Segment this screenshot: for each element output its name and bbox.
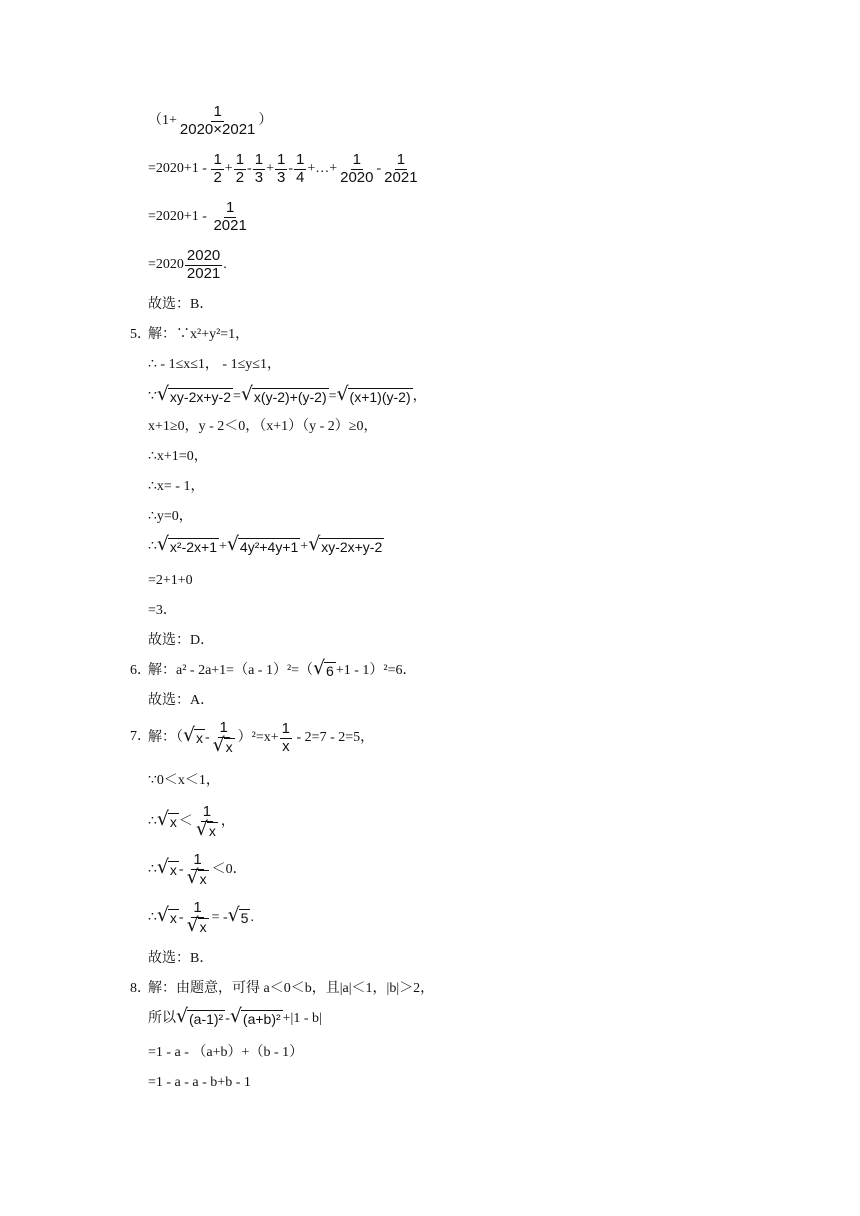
radicand: x bbox=[225, 738, 233, 755]
text: 所以 bbox=[148, 1011, 176, 1027]
radicand: 5 bbox=[240, 910, 249, 926]
sqrt bbox=[157, 909, 179, 927]
denominator: 4 bbox=[295, 168, 305, 186]
denominator: 2021 bbox=[186, 264, 221, 282]
sqrt bbox=[308, 538, 384, 556]
sqrt bbox=[196, 822, 218, 841]
sqrt bbox=[157, 861, 179, 879]
fraction bbox=[211, 152, 223, 186]
denominator bbox=[194, 822, 220, 841]
text: 解：（ bbox=[148, 730, 183, 746]
radicand: 6 bbox=[326, 663, 334, 679]
solution-line: 所以√ (a-1)² -√ (a+b)² +|1 - b| bbox=[148, 1010, 322, 1028]
fraction bbox=[185, 852, 211, 888]
radicand: x bbox=[169, 862, 177, 878]
radicand: x²-2x+1 bbox=[169, 539, 217, 555]
solution-line: ∴ - 1≤x≤1， - 1≤y≤1， bbox=[148, 357, 281, 372]
solution-line: ∴√ x - 1 √ x = -√ 5 . bbox=[148, 900, 254, 936]
question-number: 5． bbox=[130, 327, 151, 342]
radicand: xy-2x+y-2 bbox=[169, 389, 231, 405]
sqrt bbox=[157, 538, 219, 556]
sqrt bbox=[187, 918, 209, 937]
sqrt bbox=[230, 1010, 283, 1028]
denominator: 2021 bbox=[384, 168, 418, 186]
numerator: 1 bbox=[254, 151, 264, 168]
denominator bbox=[211, 738, 237, 757]
comma: ， bbox=[220, 814, 235, 830]
numerator: 1 bbox=[396, 151, 406, 168]
numerator: 1 bbox=[352, 151, 361, 168]
text: - 2=7 - 2=5， bbox=[293, 730, 375, 746]
sqrt bbox=[157, 388, 233, 406]
expr-line-1 bbox=[148, 104, 272, 138]
fraction bbox=[185, 248, 222, 282]
radicand: x bbox=[169, 814, 177, 830]
sqrt bbox=[157, 813, 179, 831]
fraction bbox=[211, 200, 248, 234]
radicand: (a+b)² bbox=[242, 1011, 281, 1027]
question-number: 8． bbox=[130, 981, 151, 996]
answer-choice: 故选：A． bbox=[148, 693, 215, 708]
answer-choice: 故选：D． bbox=[148, 633, 215, 648]
solution-line: 解：∵x²+y²=1， bbox=[148, 327, 250, 342]
denominator: 3 bbox=[276, 168, 286, 186]
solution-line: ∵0＜x＜1， bbox=[148, 773, 220, 788]
question-number: 6． bbox=[130, 663, 151, 678]
numerator: 1 bbox=[193, 851, 202, 868]
because-symbol: ∵ bbox=[148, 389, 157, 405]
numerator: 1 bbox=[193, 899, 202, 916]
solution-line: ∴x= - 1， bbox=[148, 479, 205, 494]
solution-line: =1 - a - a - b+b - 1 bbox=[148, 1075, 251, 1090]
radicand: (a-1)² bbox=[189, 1011, 224, 1027]
fraction bbox=[185, 900, 211, 936]
therefore-symbol: ∴ bbox=[148, 539, 157, 555]
solution-line: =3． bbox=[148, 603, 177, 618]
numerator: 1 bbox=[225, 199, 235, 216]
denominator bbox=[185, 870, 211, 889]
denominator: 2 bbox=[213, 168, 222, 186]
numerator: 1 bbox=[235, 151, 245, 168]
solution-line: 解：由题意，可得 a＜0＜b，且|a|＜1，|b|＞2， bbox=[148, 981, 435, 996]
sqrt bbox=[176, 1010, 225, 1028]
period: . bbox=[223, 257, 227, 273]
solution-line: ∴√ x²-2x+1 +√ 4y²+4y+1 +√ xy-2x+y-2 bbox=[148, 538, 384, 556]
paren-close: ） bbox=[258, 113, 273, 129]
numerator: 1 bbox=[202, 803, 212, 820]
fraction bbox=[275, 152, 287, 186]
solution-line: x+1≥0，y - 2＜0，（x+1）（y - 2）≥0， bbox=[148, 419, 378, 434]
numerator: 1 bbox=[281, 720, 291, 737]
text: +|1 - b| bbox=[282, 1011, 322, 1027]
solution-line bbox=[148, 662, 417, 680]
fraction bbox=[178, 104, 258, 138]
sqrt bbox=[183, 729, 205, 747]
solution-line: ∴x+1=0， bbox=[148, 449, 208, 464]
fraction bbox=[194, 804, 220, 840]
denominator: 2020 bbox=[340, 168, 374, 186]
therefore-symbol: ∴ bbox=[148, 814, 157, 830]
text: =2020 bbox=[148, 257, 184, 273]
text: ＜0． bbox=[211, 862, 247, 878]
text: =2020+1 - bbox=[148, 161, 207, 177]
denominator: 2 bbox=[235, 168, 245, 186]
numerator: 1 bbox=[276, 151, 286, 168]
sqrt bbox=[337, 388, 413, 406]
solution-line: ∴√ x ＜ 1 √ x ， bbox=[148, 804, 235, 840]
radicand: x(y-2)+(y-2) bbox=[253, 389, 327, 405]
text: ）²=x+ bbox=[237, 730, 279, 746]
fraction bbox=[234, 152, 246, 186]
sqrt bbox=[313, 662, 336, 680]
solution-line: =2+1+0 bbox=[148, 573, 193, 588]
numerator: 1 bbox=[213, 103, 222, 120]
radicand: x bbox=[208, 822, 216, 839]
text: =2020+1 - bbox=[148, 209, 207, 225]
radicand: 4y²+4y+1 bbox=[239, 539, 299, 555]
paren-open: （1+ bbox=[148, 113, 177, 129]
numerator: 1 bbox=[213, 151, 222, 168]
answer-choice: 故选：B． bbox=[148, 951, 214, 966]
fraction bbox=[211, 720, 237, 756]
numerator: 2020 bbox=[186, 247, 221, 264]
ellipsis: +…+ bbox=[307, 161, 338, 177]
numerator: 1 bbox=[219, 719, 228, 736]
sqrt bbox=[228, 909, 251, 927]
therefore-symbol: ∴ bbox=[148, 862, 157, 878]
answer-choice: 故选：B． bbox=[148, 297, 214, 312]
solution-line: ∵√ xy-2x+y-2 =√ x(y-2)+(y-2) =√ (x+1)(y-2) ， bbox=[148, 388, 427, 406]
fraction bbox=[382, 152, 419, 186]
radicand: x bbox=[199, 870, 207, 887]
radicand: xy-2x+y-2 bbox=[321, 539, 383, 555]
fraction bbox=[338, 152, 375, 186]
fraction bbox=[280, 721, 292, 755]
denominator: 3 bbox=[254, 168, 264, 186]
text: = - bbox=[211, 910, 228, 926]
expr-line-2: =2020+1 - $\frac{1}{2}$ + $\frac{1}{2}$ - $\frac{1}{3}$ + $\frac{1}{3}$ - $\frac{1}{4}$ +…+ $\frac{1}{2020}$ - $\frac{1}{2021}$ bbox=[148, 151, 418, 186]
sqrt bbox=[187, 870, 209, 889]
expr-line-3 bbox=[148, 200, 250, 234]
sqrt bbox=[241, 388, 329, 406]
radicand: x bbox=[199, 918, 207, 935]
solution-line: =1 - a - （a+b）+（b - 1） bbox=[148, 1045, 304, 1060]
fraction bbox=[253, 152, 265, 186]
numerator: 1 bbox=[295, 151, 305, 168]
solution-line: 解：（√ x - 1 √ x ）²=x+ $\frac{1}{x}$ - 2=7 - 2=5， bbox=[148, 720, 374, 756]
expr-line-4 bbox=[148, 248, 227, 282]
denominator: x bbox=[282, 737, 290, 755]
sqrt bbox=[227, 538, 300, 556]
radicand: x bbox=[169, 910, 177, 926]
question-number: 7． bbox=[130, 729, 151, 744]
text: 解：a² - 2a+1=（a - 1）²=（ bbox=[148, 663, 314, 679]
solution-line: ∴y=0， bbox=[148, 509, 193, 524]
fraction bbox=[294, 152, 306, 186]
denominator: 2020×2021 bbox=[179, 120, 256, 138]
denominator bbox=[185, 918, 211, 937]
sqrt bbox=[213, 738, 235, 757]
solution-line: ∴√ x - 1 √ x ＜0． bbox=[148, 852, 247, 888]
therefore-symbol: ∴ bbox=[148, 910, 157, 926]
text: +1 - 1）²=6． bbox=[335, 663, 417, 679]
denominator: 2021 bbox=[213, 216, 247, 234]
radicand: (x+1)(y-2) bbox=[349, 389, 411, 405]
radicand: x bbox=[196, 730, 203, 746]
